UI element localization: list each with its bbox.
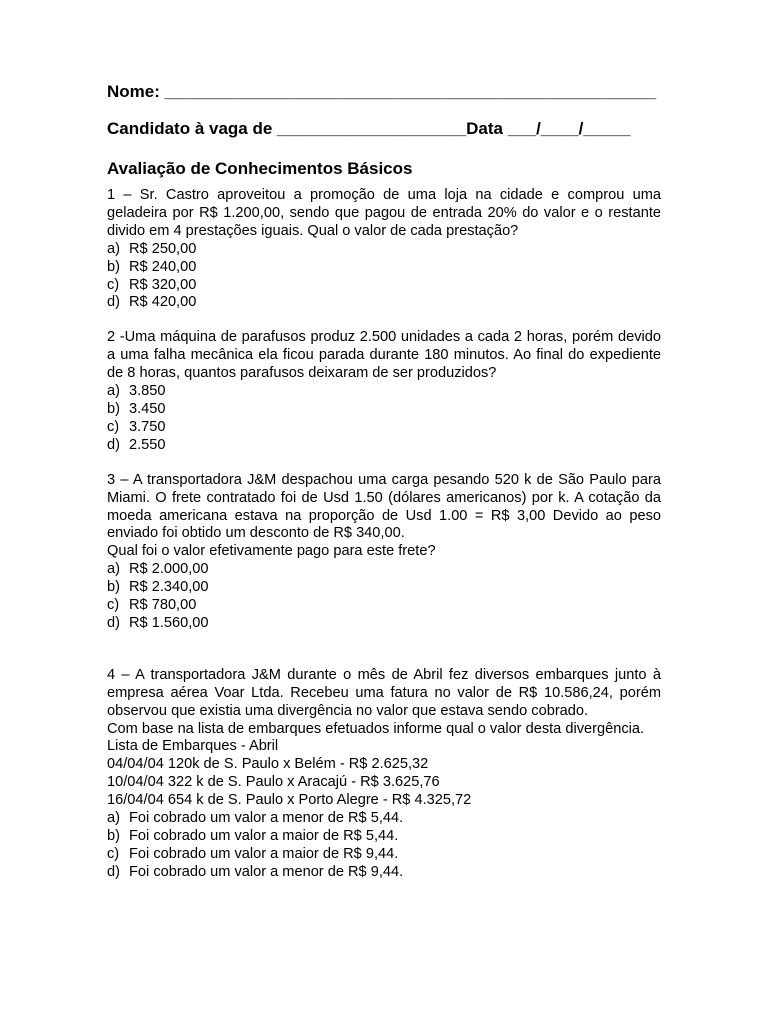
option-letter: c) <box>107 276 120 293</box>
option-text: R$ 2.340,00 <box>129 579 209 596</box>
option-a <box>107 383 661 401</box>
option-c <box>107 597 661 615</box>
option-d <box>107 615 661 633</box>
question-3 <box>107 472 661 633</box>
option-d <box>107 437 661 455</box>
option-letter: a) <box>107 561 120 578</box>
option-text: 3.850 <box>129 383 166 400</box>
option-text: R$ 240,00 <box>129 258 197 275</box>
name-field-line: Nome: ____________________________________________________ <box>107 82 657 101</box>
option-text: R$ 2.000,00 <box>129 561 209 578</box>
candidate-position-date-line: Candidato à vaga de ____________________Data ___/____/_____ <box>107 119 631 138</box>
option-letter: b) <box>107 828 120 844</box>
option-b <box>107 259 661 277</box>
document-title: Avaliação de Conhecimentos Básicos <box>107 159 413 178</box>
option-letter: b) <box>107 400 120 417</box>
shipment-list-title: Lista de Embarques - Abril <box>107 738 279 755</box>
question-3-options <box>107 561 661 633</box>
question-3-prompt: Qual foi o valor efetivamente pago para este frete? <box>107 543 436 560</box>
option-letter: a) <box>107 810 120 827</box>
option-text: 3.750 <box>129 418 166 435</box>
option-text: R$ 320,00 <box>129 276 197 293</box>
question-1-text: 1 – Sr. Castro aproveitou a promoção de uma loja na cidade e comprou uma geladeira por R$ 1.200,00, sendo que pagou de entrada 20% do valor e o restante divido em 4 prestações iguais. Qual o valor de cada prestação? <box>107 187 661 239</box>
option-b <box>107 401 661 419</box>
option-text: R$ 780,00 <box>129 597 197 614</box>
shipment-entry: 04/04/04 120k de S. Paulo x Belém - R$ 2.625,32 <box>107 756 429 773</box>
option-d <box>107 864 661 882</box>
option-text: R$ 1.560,00 <box>129 614 209 631</box>
option-a <box>107 241 661 259</box>
option-letter: a) <box>107 240 120 257</box>
question-3-text: 3 – A transportadora J&M despachou uma carga pesando 520 k de São Paulo para Miami. O frete contratado foi de Usd 1.50 (dólares americanos) por k. A cotação da moeda americana estava na proporção de Usd 1.00 = R$ 3,00 Devido ao peso enviado foi obtido um desconto de R$ 340,00. <box>107 471 661 542</box>
option-text: Foi cobrado um valor a menor de R$ 9,44. <box>129 863 404 880</box>
option-letter: d) <box>107 863 120 880</box>
option-c <box>107 846 661 864</box>
question-4-text: 4 – A transportadora J&M durante o mês de Abril fez diversos embarques junto à empresa aérea Voar Ltda. Recebeu uma fatura no valor de R$ 10.586,24, porém observou que existia uma divergência no valor que estava sendo cobrado. <box>107 666 661 719</box>
shipment-entry: 16/04/04 654 k de S. Paulo x Porto Alegre - R$ 4.325,72 <box>107 792 472 809</box>
question-1 <box>107 187 661 312</box>
option-letter: b) <box>107 579 120 596</box>
shipment-entry: 10/04/04 322 k de S. Paulo x Aracajú - R$ 3.625,76 <box>107 774 440 791</box>
option-letter: b) <box>107 258 120 275</box>
option-c <box>107 277 661 295</box>
question-2-options <box>107 383 661 455</box>
option-d <box>107 294 661 312</box>
option-letter: c) <box>107 845 120 862</box>
option-b <box>107 828 661 846</box>
question-4-prompt: Com base na lista de embarques efetuados informe qual o valor desta divergência. <box>107 720 645 737</box>
option-letter: a) <box>107 383 120 400</box>
option-text: Foi cobrado um valor a menor de R$ 5,44. <box>129 810 404 827</box>
question-2-text: 2 -Uma máquina de parafusos produz 2.500 unidades a cada 2 horas, porém devido a uma falha mecânica ela ficou parada durante 180 minutos. Ao final do expediente de 8 horas, quantos parafusos deixaram de ser produzidos? <box>107 329 661 382</box>
option-b <box>107 579 661 597</box>
option-text: R$ 250,00 <box>129 240 197 257</box>
option-letter: d) <box>107 294 120 311</box>
question-4 <box>107 667 661 882</box>
question-1-options <box>107 241 661 313</box>
option-letter: c) <box>107 418 120 435</box>
question-4-options <box>107 810 661 882</box>
option-c <box>107 419 661 437</box>
option-text: Foi cobrado um valor a maior de R$ 5,44. <box>129 828 399 844</box>
option-a <box>107 810 661 828</box>
option-letter: d) <box>107 614 120 631</box>
option-text: Foi cobrado um valor a maior de R$ 9,44. <box>129 845 399 862</box>
option-letter: c) <box>107 597 120 614</box>
option-letter: d) <box>107 436 120 453</box>
option-text: 2.550 <box>129 436 166 453</box>
option-text: R$ 420,00 <box>129 294 197 311</box>
option-text: 3.450 <box>129 400 166 417</box>
document-page <box>107 80 661 882</box>
question-2 <box>107 329 661 454</box>
option-a <box>107 561 661 579</box>
